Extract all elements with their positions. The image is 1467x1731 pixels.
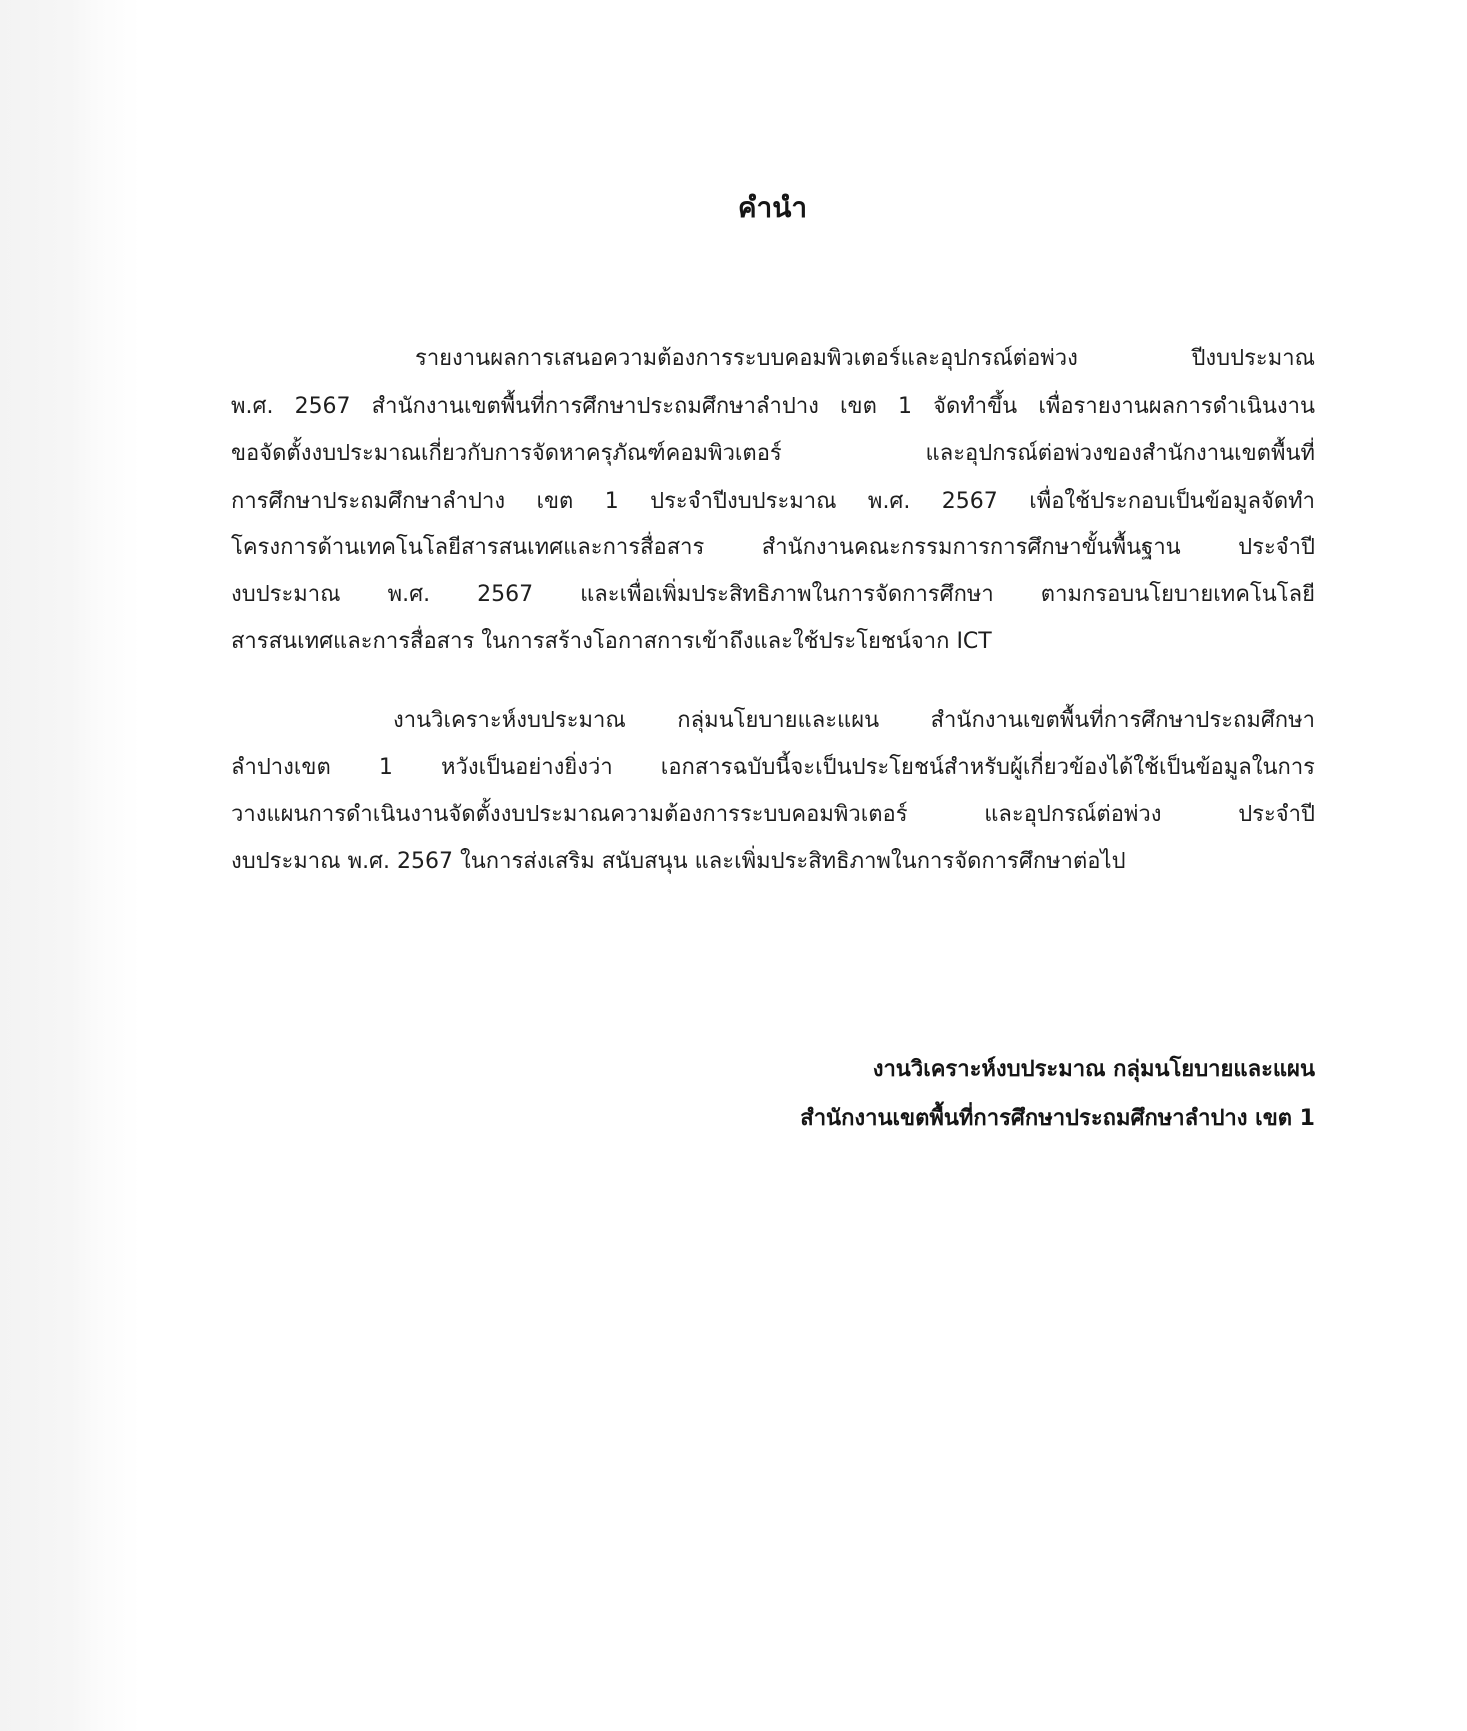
paragraph-line: วางแผนการดำเนินงานจัดตั้งงบประมาณความต้องการระบบคอมพิวเตอร์ และอุปกรณ์ต่อพ่วง ประจำปี (231, 802, 1315, 827)
signature-department: งานวิเคราะห์งบประมาณ กลุ่มนโยบายและแผน (872, 1057, 1315, 1082)
paragraph-line: งบประมาณ พ.ศ. 2567 ในการส่งเสริม สนับสนุน และเพิ่มประสิทธิภาพในการจัดการศึกษาต่อไป (231, 849, 1126, 874)
paragraph-line: ขอจัดตั้งงบประมาณเกี่ยวกับการจัดหาครุภัณฑ์คอมพิวเตอร์ และอุปกรณ์ต่อพ่วงของสำนักงานเขตพื้นที่ (231, 441, 1315, 466)
page-title: คำนำ (737, 191, 808, 224)
paragraph-line: ลำปางเขต 1 หวังเป็นอย่างยิ่งว่า เอกสารฉบับนี้จะเป็นประโยชน์สำหรับผู้เกี่ยวข้องได้ใช้เป็นข้อมูลในการ (231, 755, 1315, 780)
paragraph-line: งบประมาณ พ.ศ. 2567 และเพื่อเพิ่มประสิทธิภาพในการจัดการศึกษา ตามกรอบนโยบายเทคโนโลยี (231, 582, 1315, 607)
paragraph-line: รายงานผลการเสนอความต้องการระบบคอมพิวเตอร์และอุปกรณ์ต่อพ่วง ปีงบประมาณ (415, 346, 1315, 371)
paragraph-line: สารสนเทศและการสื่อสาร ในการสร้างโอกาสการเข้าถึงและใช้ประโยชน์จาก ICT (231, 629, 992, 654)
paragraph-line: พ.ศ. 2567 สำนักงานเขตพื้นที่การศึกษาประถมศึกษาลำปาง เขต 1 จัดทำขึ้น เพื่อรายงานผลการดำเนินงาน (231, 394, 1315, 419)
signature-office: สำนักงานเขตพื้นที่การศึกษาประถมศึกษาลำปาง เขต 1 (800, 1106, 1315, 1131)
paragraph-line: การศึกษาประถมศึกษาลำปาง เขต 1 ประจำปีงบประมาณ พ.ศ. 2567 เพื่อใช้ประกอบเป็นข้อมูลจัดทำ (231, 489, 1315, 514)
paragraph-line: งานวิเคราะห์งบประมาณ กลุ่มนโยบายและแผน สำนักงานเขตพื้นที่การศึกษาประถมศึกษา (393, 708, 1315, 733)
paragraph-line: โครงการด้านเทคโนโลยีสารสนเทศและการสื่อสาร สำนักงานคณะกรรมการการศึกษาขั้นพื้นฐาน ประจำปี (231, 535, 1315, 560)
